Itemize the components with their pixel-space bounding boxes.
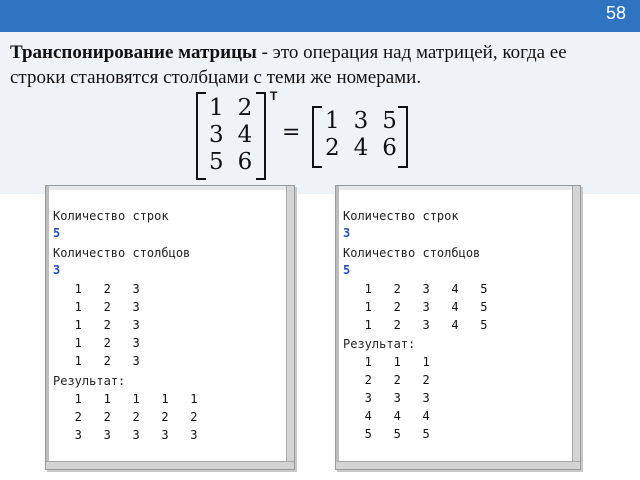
definition-text <box>10 40 635 90</box>
console-bottom-edge <box>336 461 580 469</box>
right-matrix-cell: 6 <box>382 134 397 161</box>
left-matrix-cell: 2 <box>237 94 253 121</box>
definition-rest: - это операция над матрицей, когда ее <box>256 42 567 63</box>
right-matrix <box>318 107 404 161</box>
console-scrollbar[interactable] <box>572 186 580 469</box>
right-matrix-cell: 1 <box>325 107 340 134</box>
cols-prompt: Количество столбцов <box>53 246 191 260</box>
console-top-edge <box>46 186 294 190</box>
transpose-formula <box>190 89 420 182</box>
rows-input: 5 <box>53 226 61 240</box>
right-matrix-bracket-close <box>398 106 408 168</box>
rows-input: 3 <box>343 226 351 240</box>
left-matrix-cell: 4 <box>237 121 253 148</box>
rows-prompt: Количество строк <box>343 209 459 223</box>
matrix-row: 1 2 3 4 5 <box>343 318 488 332</box>
top-bar <box>0 0 640 32</box>
matrix-row: 1 2 3 <box>53 354 140 368</box>
result-label: Результат: <box>343 337 416 351</box>
console-window-left <box>45 185 295 470</box>
cols-input: 3 <box>53 263 61 277</box>
definition-term: Транспонирование матрицы <box>10 42 257 63</box>
result-row: 2 2 2 2 2 <box>53 410 198 424</box>
console-window-right <box>335 185 581 470</box>
result-row: 5 5 5 <box>343 427 430 441</box>
result-row: 2 2 2 <box>343 373 430 387</box>
console-left-edge <box>46 186 49 469</box>
console-scrollbar[interactable] <box>286 186 294 469</box>
left-matrix-bracket-close <box>256 92 266 180</box>
right-matrix-cell: 5 <box>382 107 397 134</box>
rows-prompt: Количество строк <box>53 209 169 223</box>
left-matrix-cell: 5 <box>209 148 224 175</box>
result-row: 3 3 3 3 3 <box>53 428 198 442</box>
right-matrix-cell: 4 <box>353 134 369 161</box>
matrix-row: 1 2 3 <box>53 318 140 332</box>
equals-sign: = <box>282 120 301 145</box>
console-bottom-edge <box>46 461 294 469</box>
result-row: 3 3 3 <box>343 391 430 405</box>
result-row: 1 1 1 1 1 <box>53 392 198 406</box>
result-row: 4 4 4 <box>343 409 430 423</box>
definition-line-2: строки становятся столбцами с теми же номерами. <box>10 67 422 88</box>
left-matrix-cell: 6 <box>237 148 253 175</box>
result-label: Результат: <box>53 374 126 388</box>
transpose-mark: T <box>270 89 278 103</box>
console-top-edge <box>336 186 580 190</box>
matrix-row: 1 2 3 <box>53 336 140 350</box>
console-left-edge <box>336 186 339 469</box>
left-matrix-cell: 1 <box>209 94 224 121</box>
left-matrix-cell: 3 <box>209 121 224 148</box>
result-row: 1 1 1 <box>343 355 430 369</box>
cols-prompt: Количество столбцов <box>343 246 481 260</box>
matrix-row: 1 2 3 <box>53 300 140 314</box>
matrix-row: 1 2 3 <box>53 282 140 296</box>
slide-number: 58 <box>605 3 626 23</box>
right-matrix-cell: 3 <box>353 107 369 134</box>
matrix-row: 1 2 3 4 5 <box>343 282 488 296</box>
left-matrix <box>202 94 259 175</box>
cols-input: 5 <box>343 263 351 277</box>
matrix-row: 1 2 3 4 5 <box>343 300 488 314</box>
right-matrix-cell: 2 <box>325 134 340 161</box>
